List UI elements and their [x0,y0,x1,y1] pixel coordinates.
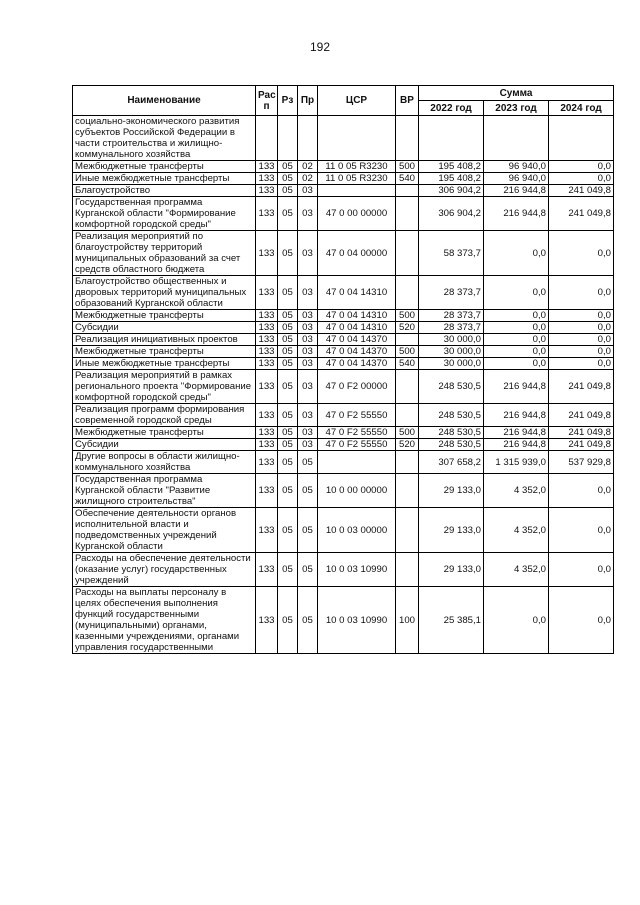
cell-name: Межбюджетные трансферты [73,427,256,439]
cell-2024: 0,0 [549,276,614,310]
cell-rz: 05 [278,553,298,587]
cell-name: Субсидии [73,322,256,334]
cell-name: Другие вопросы в области жилищно-коммунального хозяйства [73,451,256,474]
table-row [73,185,614,197]
table-row [73,370,614,404]
cell-2022: 30 000,0 [419,358,484,370]
cell-2022: 30 000,0 [419,334,484,346]
cell-rz: 05 [278,451,298,474]
cell-2023: 96 940,0 [484,173,549,185]
cell-pr: 03 [298,346,318,358]
cell-vr [396,334,419,346]
cell-pr: 03 [298,404,318,427]
cell-2024: 0,0 [549,322,614,334]
header-vr: ВР [396,86,419,116]
cell-rasp: 133 [256,334,278,346]
cell-name: Государственная программа Курганской области "Развитие жилищного строительства" [73,474,256,508]
cell-vr [396,370,419,404]
cell-pr: 05 [298,508,318,553]
cell-2023: 1 315 939,0 [484,451,549,474]
cell-rasp: 133 [256,587,278,654]
cell-rasp: 133 [256,404,278,427]
cell-csr: 47 0 04 14310 [318,310,396,322]
cell-rz: 05 [278,310,298,322]
cell-2022: 195 408,2 [419,173,484,185]
cell-rz: 05 [278,427,298,439]
cell-2023: 0,0 [484,322,549,334]
cell-rasp: 133 [256,185,278,197]
cell-rasp: 133 [256,553,278,587]
cell-vr [396,508,419,553]
cell-csr [318,116,396,161]
table-row [73,346,614,358]
cell-2023: 4 352,0 [484,474,549,508]
cell-vr: 520 [396,439,419,451]
cell-name: Благоустройство [73,185,256,197]
cell-vr: 500 [396,427,419,439]
cell-2023: 0,0 [484,310,549,322]
cell-2023: 216 944,8 [484,197,549,231]
header-pr: Пр [298,86,318,116]
cell-rz: 05 [278,231,298,276]
cell-2023: 96 940,0 [484,161,549,173]
cell-2024: 0,0 [549,508,614,553]
cell-name: Реализация инициативных проектов [73,334,256,346]
cell-name: Государственная программа Курганской области "Формирование комфортной городской среды" [73,197,256,231]
cell-pr [298,116,318,161]
cell-2022: 195 408,2 [419,161,484,173]
cell-vr: 500 [396,161,419,173]
cell-csr: 47 0 04 00000 [318,231,396,276]
cell-rasp: 133 [256,322,278,334]
cell-2024: 241 049,8 [549,370,614,404]
header-name: Наименование [73,86,256,116]
cell-csr: 47 0 04 14370 [318,334,396,346]
cell-name: Расходы на выплаты персоналу в целях обеспечения выполнения функций государственными (муниципальными) органами, казенными учреждениями, органами управления государственными [73,587,256,654]
cell-vr [396,231,419,276]
cell-csr: 47 0 04 14310 [318,322,396,334]
table-row [73,474,614,508]
cell-rasp: 133 [256,161,278,173]
cell-2024: 0,0 [549,587,614,654]
cell-vr: 100 [396,587,419,654]
cell-pr: 02 [298,173,318,185]
cell-rasp: 133 [256,508,278,553]
cell-rasp: 133 [256,451,278,474]
cell-rz: 05 [278,439,298,451]
cell-vr: 540 [396,173,419,185]
table-row [73,404,614,427]
cell-2024: 0,0 [549,474,614,508]
cell-2022: 29 133,0 [419,474,484,508]
table-row [73,116,614,161]
cell-csr [318,185,396,197]
header-2024: 2024 год [549,101,614,116]
cell-rasp: 133 [256,370,278,404]
table-row [73,322,614,334]
cell-name: социально-экономического развития субъектов Российской Федерации в части строительства и жилищно-коммунального хозяйства [73,116,256,161]
header-2023: 2023 год [484,101,549,116]
cell-2024: 0,0 [549,173,614,185]
cell-rasp [256,116,278,161]
cell-pr: 03 [298,439,318,451]
cell-vr [396,451,419,474]
cell-name: Иные межбюджетные трансферты [73,173,256,185]
table-row [73,358,614,370]
cell-vr [396,185,419,197]
cell-vr [396,116,419,161]
cell-pr: 05 [298,474,318,508]
cell-pr: 03 [298,370,318,404]
cell-pr: 05 [298,553,318,587]
cell-csr [318,451,396,474]
page-number: 192 [309,40,331,54]
cell-2024: 0,0 [549,161,614,173]
table-row [73,310,614,322]
cell-2022: 28 373,7 [419,310,484,322]
cell-2022: 248 530,5 [419,404,484,427]
cell-csr: 10 0 03 00000 [318,508,396,553]
cell-rz: 05 [278,322,298,334]
cell-csr: 47 0 04 14370 [318,346,396,358]
cell-rz: 05 [278,334,298,346]
cell-name: Реализация мероприятий по благоустройству территорий муниципальных образований за счет средств областного бюджета [73,231,256,276]
header-rasp: Рас п [256,86,278,116]
cell-vr [396,474,419,508]
header-2022: 2022 год [419,101,484,116]
cell-vr [396,553,419,587]
cell-2024: 241 049,8 [549,439,614,451]
cell-csr: 47 0 F2 55550 [318,404,396,427]
cell-rz: 05 [278,370,298,404]
table-row [73,439,614,451]
table-row [73,276,614,310]
cell-2022: 29 133,0 [419,553,484,587]
cell-name: Расходы на обеспечение деятельности (оказание услуг) государственных учреждений [73,553,256,587]
cell-2023: 0,0 [484,346,549,358]
cell-rasp: 133 [256,310,278,322]
cell-name: Благоустройство общественных и дворовых территорий муниципальных образований Курганской области [73,276,256,310]
header-rz: Рз [278,86,298,116]
cell-rasp: 133 [256,439,278,451]
cell-rasp: 133 [256,173,278,185]
cell-2022: 29 133,0 [419,508,484,553]
cell-rz: 05 [278,474,298,508]
cell-2023: 216 944,8 [484,370,549,404]
cell-2024: 241 049,8 [549,197,614,231]
table-body [73,116,614,654]
header-csr: ЦСР [318,86,396,116]
table-row [73,427,614,439]
cell-pr: 03 [298,310,318,322]
cell-2023: 0,0 [484,334,549,346]
cell-pr: 05 [298,451,318,474]
cell-2022: 248 530,5 [419,427,484,439]
cell-2023: 216 944,8 [484,439,549,451]
cell-vr: 500 [396,346,419,358]
cell-pr: 03 [298,231,318,276]
cell-csr: 11 0 05 R3230 [318,161,396,173]
cell-2023: 0,0 [484,358,549,370]
cell-csr: 10 0 03 10990 [318,553,396,587]
table-row [73,587,614,654]
cell-rz: 05 [278,161,298,173]
cell-2024: 241 049,8 [549,404,614,427]
cell-pr: 03 [298,185,318,197]
table-row [73,197,614,231]
cell-vr: 500 [396,310,419,322]
cell-csr: 11 0 05 R3230 [318,173,396,185]
cell-2022: 25 385,1 [419,587,484,654]
cell-2022: 28 373,7 [419,276,484,310]
cell-2024: 241 049,8 [549,185,614,197]
cell-rasp: 133 [256,474,278,508]
cell-pr: 03 [298,322,318,334]
cell-name: Межбюджетные трансферты [73,346,256,358]
table-row [73,334,614,346]
cell-name: Реализация мероприятий в рамках регионального проекта "Формирование комфортной городской среды" [73,370,256,404]
cell-pr: 03 [298,358,318,370]
cell-2024: 0,0 [549,553,614,587]
cell-2024: 241 049,8 [549,427,614,439]
cell-2022: 307 658,2 [419,451,484,474]
cell-rasp: 133 [256,231,278,276]
cell-rz: 05 [278,508,298,553]
cell-vr [396,276,419,310]
cell-2023: 0,0 [484,276,549,310]
cell-pr: 03 [298,334,318,346]
cell-rasp: 133 [256,346,278,358]
cell-2023: 4 352,0 [484,508,549,553]
cell-csr: 47 0 04 14310 [318,276,396,310]
cell-2023: 0,0 [484,587,549,654]
cell-pr: 03 [298,197,318,231]
cell-rz: 05 [278,173,298,185]
cell-rasp: 133 [256,197,278,231]
cell-2022 [419,116,484,161]
cell-2024 [549,116,614,161]
cell-2024: 537 929,8 [549,451,614,474]
budget-table [72,85,614,654]
cell-2023: 0,0 [484,231,549,276]
cell-2023 [484,116,549,161]
cell-name: Межбюджетные трансферты [73,161,256,173]
table-row [73,553,614,587]
cell-csr: 47 0 F2 00000 [318,370,396,404]
cell-csr: 10 0 00 00000 [318,474,396,508]
cell-pr: 02 [298,161,318,173]
cell-2022: 306 904,2 [419,197,484,231]
cell-2024: 0,0 [549,358,614,370]
cell-vr [396,404,419,427]
table-row [73,451,614,474]
cell-rz: 05 [278,276,298,310]
cell-pr: 05 [298,587,318,654]
cell-rz: 05 [278,358,298,370]
cell-2022: 28 373,7 [419,322,484,334]
cell-csr: 47 0 00 00000 [318,197,396,231]
table-row [73,173,614,185]
cell-vr: 520 [396,322,419,334]
cell-pr: 03 [298,427,318,439]
cell-rz: 05 [278,185,298,197]
cell-name: Обеспечение деятельности органов исполнительной власти и подведомственных учреждений Курганской области [73,508,256,553]
cell-rasp: 133 [256,358,278,370]
cell-2023: 216 944,8 [484,185,549,197]
table-row [73,508,614,553]
cell-2023: 216 944,8 [484,427,549,439]
cell-2023: 216 944,8 [484,404,549,427]
cell-pr: 03 [298,276,318,310]
cell-2022: 58 373,7 [419,231,484,276]
cell-name: Межбюджетные трансферты [73,310,256,322]
cell-2024: 0,0 [549,231,614,276]
cell-2022: 30 000,0 [419,346,484,358]
cell-2022: 248 530,5 [419,370,484,404]
header-sum: Сумма [419,86,614,101]
cell-rasp: 133 [256,276,278,310]
table-row [73,231,614,276]
table-row [73,161,614,173]
cell-rz: 05 [278,404,298,427]
cell-csr: 47 0 04 14370 [318,358,396,370]
cell-rz: 05 [278,197,298,231]
cell-csr: 47 0 F2 55550 [318,439,396,451]
cell-name: Субсидии [73,439,256,451]
cell-2024: 0,0 [549,346,614,358]
cell-rz: 05 [278,587,298,654]
cell-csr: 47 0 F2 55550 [318,427,396,439]
cell-2022: 306 904,2 [419,185,484,197]
cell-name: Реализация программ формирования современной городской среды [73,404,256,427]
cell-2024: 0,0 [549,334,614,346]
cell-rz: 05 [278,346,298,358]
cell-rz [278,116,298,161]
cell-2022: 248 530,5 [419,439,484,451]
cell-rasp: 133 [256,427,278,439]
cell-name: Иные межбюджетные трансферты [73,358,256,370]
cell-vr [396,197,419,231]
cell-csr: 10 0 03 10990 [318,587,396,654]
cell-vr: 540 [396,358,419,370]
cell-2023: 4 352,0 [484,553,549,587]
cell-2024: 0,0 [549,310,614,322]
